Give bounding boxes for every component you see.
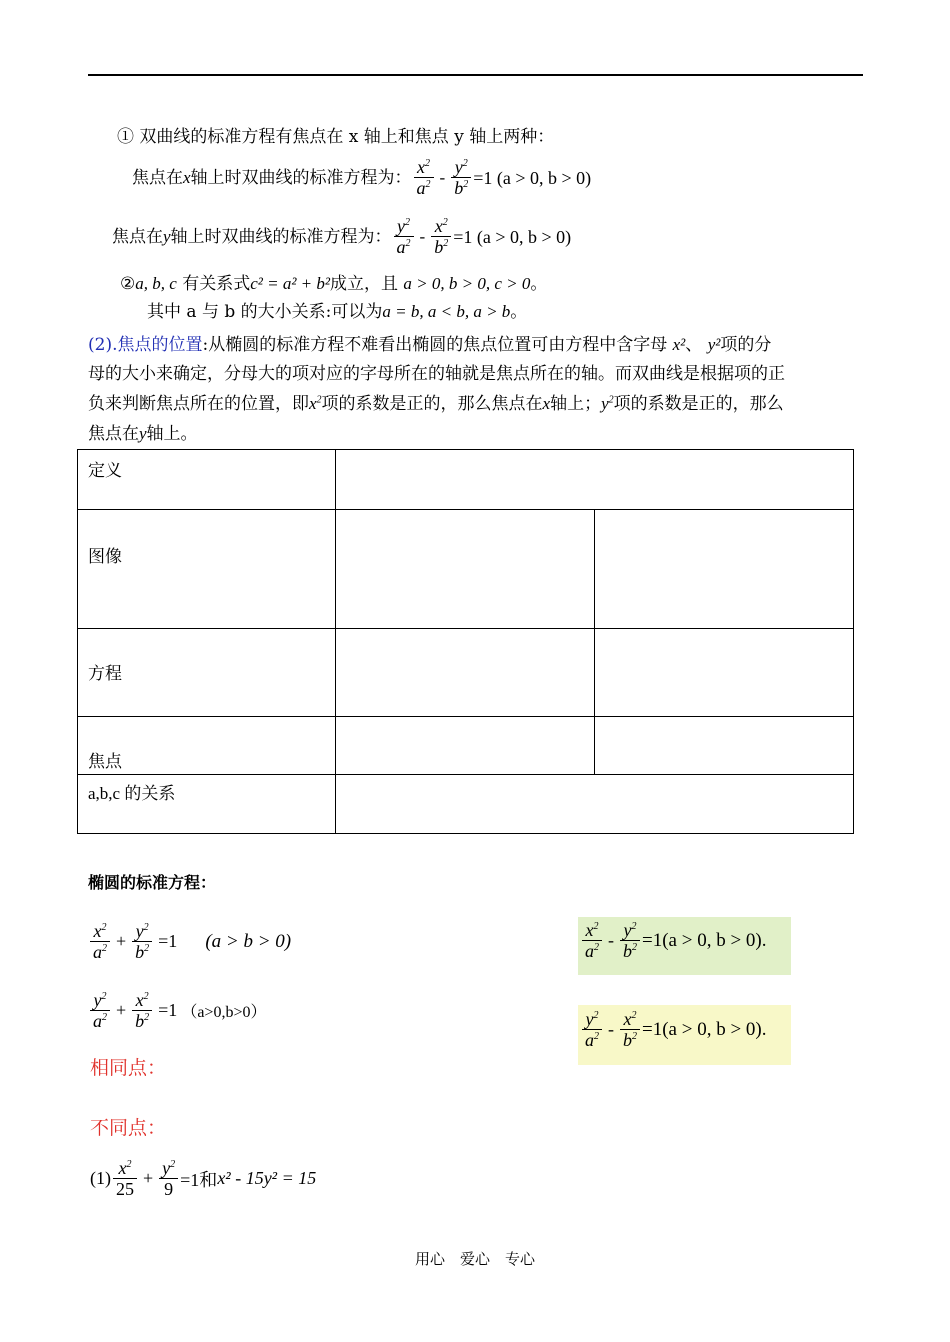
- hyperbola-y-axis-equation: 焦点在 y 轴上时双曲线的标准方程为： $\frac{y^2}{a^2}$ - $\frac{x^2}{b^2}$ =1 (a > 0, b > 0): [112, 216, 572, 257]
- para-line3c: 轴上；: [550, 394, 602, 414]
- para-line3b: 项的系数是正的，那么焦点在: [321, 394, 543, 414]
- row-label-definition: 定义: [78, 450, 336, 510]
- relation-formula: c² = a² + b²: [250, 274, 330, 293]
- para-y2: y²: [707, 335, 721, 354]
- relation-condition: a > 0, b > 0, c > 0: [403, 274, 531, 293]
- different-points-label: 不同点：: [90, 1117, 167, 1139]
- line3-var: y: [163, 226, 171, 246]
- relation-text: 有关系式: [182, 274, 251, 294]
- page-footer: 用心 爱心 专心: [414, 1250, 535, 1268]
- para-x2: x²: [672, 335, 686, 354]
- same-points-label: 相同点：: [90, 1057, 167, 1079]
- para-line3a: 负来判断焦点所在的位置，即: [88, 394, 309, 414]
- ex1-num2: $y^2$: [159, 1158, 178, 1179]
- ab-text: 其中 a 与 b 的大小关系:可以为: [147, 302, 383, 322]
- definition-cell: [336, 450, 854, 510]
- fraction-y2-a2: $\frac{y^2}{a^2}$: [394, 216, 414, 257]
- hyperbola-equation-2: $\frac{y^2}{a^2}$ - $\frac{x^2}{b^2}$ =1(a > 0, b > 0).: [580, 1009, 766, 1050]
- ex1-den2: 9: [164, 1179, 174, 1199]
- line2-suffix: 轴上时双曲线的标准方程为：: [190, 167, 412, 187]
- line3-prefix: 焦点在: [112, 226, 163, 246]
- table-row: [78, 775, 854, 834]
- fraction-x2-a2: $\frac{x^2}{a^2}$: [414, 157, 434, 198]
- abc-relation-line: [120, 271, 547, 297]
- hyperbola-standard-forms-line: ① 双曲线的标准方程有焦点在 x 轴上和焦点 y 轴上两种：: [117, 127, 555, 147]
- relation-end: 。: [530, 274, 548, 294]
- fraction-y2-b2: $\frac{y^2}{b^2}$: [451, 157, 471, 198]
- hyperbola-x-axis-equation: 焦点在 x 轴上时双曲线的标准方程为： $\frac{x^2}{a^2}$ - $\frac{y^2}{b^2}$ =1 (a > 0, b > 0): [132, 157, 592, 198]
- abc-cell: [336, 775, 854, 834]
- ellipse-section-title: 椭圆的标准方程：: [88, 873, 217, 892]
- ellipse-equation-1: $\frac{x^2}{a^2}$ + $\frac{y^2}{b^2}$ =1 (a > b > 0): [88, 921, 291, 962]
- para-line4b: 轴上。: [146, 424, 198, 444]
- line2-var: x: [183, 167, 191, 187]
- ab-formula: a = b, a < b, a > b: [382, 302, 511, 321]
- row-label-graph: 图像: [78, 510, 336, 629]
- ex1-den1: 25: [116, 1179, 134, 1199]
- abc-vars: a, b, c: [135, 274, 177, 293]
- ab-end: 。: [510, 302, 528, 322]
- table-row: [78, 717, 854, 775]
- example-1: (1) $\frac{x^2}{25}$ + $\frac{y^2}{9}$ =1和 x² - 15y² = 15: [90, 1158, 317, 1199]
- row-label-focus: 焦点: [78, 717, 336, 775]
- header-rule: [88, 74, 863, 76]
- ab-size-relation-line: [147, 299, 527, 325]
- para-line4a: 焦点在: [88, 424, 139, 444]
- para-line2: 母的大小来确定，分母大的项对应的字母所在的轴就是焦点所在的轴。而双曲线是根据项的正: [88, 364, 785, 384]
- ex1-tail-b: x² - 15y² = 15: [217, 1168, 317, 1188]
- hyperbola-tail-1: =1(a > 0, b > 0).: [642, 929, 767, 951]
- focus-cell-right: [595, 717, 854, 775]
- relation-text-2: 成立，且: [329, 274, 398, 294]
- table-row: [78, 629, 854, 717]
- ellipse-equation-2: $\frac{y^2}{a^2}$ + $\frac{x^2}{b^2}$ =1 （a>0,b>0）: [88, 990, 266, 1031]
- line2-condition: =1 (a > 0, b > 0): [473, 167, 592, 188]
- ex1-tail-a: =1和: [180, 1169, 218, 1190]
- focus-position-label: (2).焦点的位置: [88, 335, 203, 355]
- example-1-prefix: (1): [90, 1168, 111, 1188]
- ex1-num1: $x^2$: [113, 1158, 137, 1179]
- comparison-table: [77, 449, 854, 834]
- focus-cell-left: [336, 717, 595, 775]
- graph-cell-left: [336, 510, 595, 629]
- hyperbola-equation-1: $\frac{x^2}{a^2}$ - $\frac{y^2}{b^2}$ =1(a > 0, b > 0).: [580, 920, 766, 961]
- ellipse-condition-1: (a > b > 0): [205, 930, 292, 952]
- focus-position-paragraph: (2).焦点的位置:从椭圆的标准方程不难看出椭圆的焦点位置可由方程中含字母 x²、 y²项的分 母的大小来确定，分母大的项对应的字母所在的轴就是焦点所在的轴。而双曲线是根据项的正 负来判断焦点所在的位置，即$x^2$项的系数是正的，那么焦点在x轴上；$y^2$项的系数是正的，那么 焦点在y轴上。: [88, 335, 785, 444]
- row-label-equation: 方程: [78, 629, 336, 717]
- graph-cell-right: [595, 510, 854, 629]
- circle-two: ②: [120, 274, 136, 294]
- equation-cell-left: [336, 629, 595, 717]
- table-row: [78, 510, 854, 629]
- table-row: [78, 450, 854, 510]
- line3-suffix: 轴上时双曲线的标准方程为：: [170, 226, 392, 246]
- row-label-abc: a,b,c 的关系: [78, 775, 336, 834]
- ellipse-condition-2: （a>0,b>0）: [181, 1004, 267, 1021]
- para-line1: :从椭圆的标准方程不难看出椭圆的焦点位置可由方程中含字母: [202, 335, 668, 355]
- hyperbola-tail-2: =1(a > 0, b > 0).: [642, 1018, 767, 1040]
- equation-cell-right: [595, 629, 854, 717]
- para-line1-end: 项的分: [720, 335, 772, 355]
- fraction-x2-b2: $\frac{x^2}{b^2}$: [431, 216, 451, 257]
- line3-condition: =1 (a > 0, b > 0): [453, 226, 572, 247]
- line2-prefix: 焦点在: [132, 167, 183, 187]
- para-line3d: 项的系数是正的，那么: [613, 394, 784, 414]
- para-sep: 、: [685, 335, 703, 355]
